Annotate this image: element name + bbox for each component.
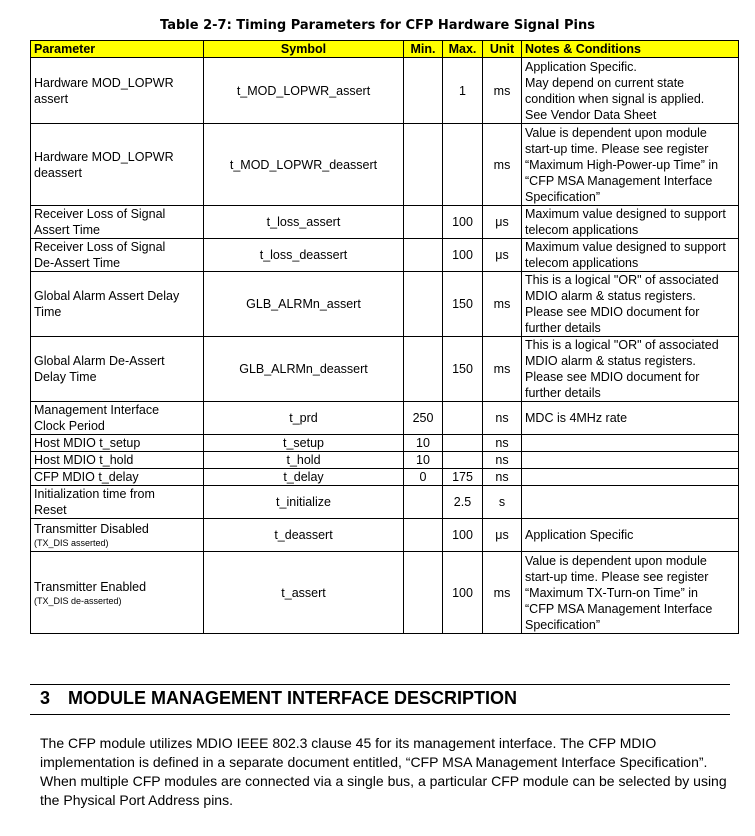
table-row (31, 206, 739, 239)
section-heading (40, 688, 517, 709)
cell-symbol: t_MOD_LOPWR_deassert (204, 124, 404, 206)
parameter-text: Receiver Loss of Signal De-Assert Time (34, 240, 166, 270)
cell-parameter (31, 519, 204, 552)
cell-symbol: t_MOD_LOPWR_assert (204, 58, 404, 124)
cell-parameter (31, 435, 204, 452)
cell-min (404, 124, 443, 206)
cell-min (404, 239, 443, 272)
cell-symbol: t_assert (204, 552, 404, 634)
parameter-text: Transmitter Enabled (34, 579, 147, 594)
cell-min (404, 486, 443, 519)
table-row (31, 519, 739, 552)
cell-symbol: t_deassert (204, 519, 404, 552)
cell-unit: ns (483, 402, 522, 435)
cell-symbol: t_setup (204, 435, 404, 452)
parameter-text: Global Alarm Assert Delay Time (34, 289, 180, 319)
cell-parameter (31, 206, 204, 239)
cell-max: 100 (443, 519, 483, 552)
header-parameter: Parameter (31, 41, 204, 58)
cell-parameter (31, 239, 204, 272)
table-row (31, 552, 739, 634)
header-notes: Notes & Conditions (522, 41, 739, 58)
parameter-note: (TX_DIS asserted) (34, 538, 109, 548)
cell-notes (522, 452, 739, 469)
cell-min: 10 (404, 435, 443, 452)
cell-parameter (31, 58, 204, 124)
table-body (31, 58, 739, 634)
cell-notes: Application Specific. May depend on current state condition when signal is applied. See Vendor Data Sheet (522, 58, 739, 124)
table-row (31, 486, 739, 519)
cell-min (404, 337, 443, 402)
cell-max (443, 435, 483, 452)
parameter-text: Host MDIO t_setup (34, 436, 141, 450)
parameter-text: Management Interface Clock Period (34, 403, 160, 433)
table-row (31, 402, 739, 435)
cell-notes (522, 486, 739, 519)
table-row (31, 452, 739, 469)
parameter-note: (TX_DIS de-asserted) (34, 595, 122, 606)
cell-unit: ms (483, 124, 522, 206)
parameter-text: Host MDIO t_hold (34, 453, 134, 467)
cell-min: 0 (404, 469, 443, 486)
cell-unit: ms (483, 552, 522, 634)
cell-max: 100 (443, 206, 483, 239)
parameter-text: Receiver Loss of Signal Assert Time (34, 207, 166, 237)
table-row (31, 337, 739, 402)
cell-notes: This is a logical "OR" of associated MDIO alarm & status registers. Please see MDIO document for further details (522, 272, 739, 337)
header-max: Max. (443, 41, 483, 58)
cell-unit: ns (483, 435, 522, 452)
cell-symbol: GLB_ALRMn_deassert (204, 337, 404, 402)
cell-parameter (31, 452, 204, 469)
cell-unit: ms (483, 272, 522, 337)
parameter-text: Global Alarm De-Assert Delay Time (34, 354, 165, 384)
cell-notes (522, 469, 739, 486)
cell-parameter (31, 552, 204, 634)
cell-unit: s (483, 486, 522, 519)
cell-max: 175 (443, 469, 483, 486)
cell-notes: Application Specific (522, 519, 739, 552)
cell-symbol: t_loss_deassert (204, 239, 404, 272)
parameter-text: CFP MDIO t_delay (34, 470, 139, 484)
table-caption: Table 2-7: Timing Parameters for CFP Hardware Signal Pins (160, 18, 595, 33)
section-number: 3 (40, 688, 51, 708)
cell-unit: ms (483, 58, 522, 124)
cell-notes: Value is dependent upon module start-up time. Please see register “Maximum TX-Turn-on Time” in “CFP MSA Management Interface Specification” (522, 552, 739, 634)
cell-max: 100 (443, 239, 483, 272)
cell-symbol: t_loss_assert (204, 206, 404, 239)
cell-max (443, 452, 483, 469)
table-row (31, 272, 739, 337)
table-row (31, 469, 739, 486)
cell-symbol: t_delay (204, 469, 404, 486)
cell-parameter (31, 124, 204, 206)
header-min: Min. (404, 41, 443, 58)
cell-unit: μs (483, 519, 522, 552)
cell-parameter (31, 469, 204, 486)
cell-max: 150 (443, 272, 483, 337)
cell-notes: MDC is 4MHz rate (522, 402, 739, 435)
cell-unit: ns (483, 452, 522, 469)
cell-max (443, 402, 483, 435)
cell-notes: This is a logical "OR" of associated MDIO alarm & status registers. Please see MDIO document for further details (522, 337, 739, 402)
cell-max: 2.5 (443, 486, 483, 519)
section-body-paragraph: The CFP module utilizes MDIO IEEE 802.3 clause 45 for its management interface. The CFP MDIO implementation is defined in a separate document entitled, “CFP MSA Management Interface Specification”. When multiple CFP modules are connected via a single bus, a particular CFP module can be selected by using the Physical Port Address pins. (40, 735, 727, 808)
parameter-text: Hardware MOD_LOPWR assert (34, 75, 174, 106)
section-rule-bottom (30, 714, 730, 715)
cell-min: 250 (404, 402, 443, 435)
cell-unit: ns (483, 469, 522, 486)
cell-unit: μs (483, 239, 522, 272)
table-header-row (31, 41, 739, 58)
cell-unit: μs (483, 206, 522, 239)
cell-parameter (31, 486, 204, 519)
cell-parameter (31, 272, 204, 337)
cell-parameter (31, 402, 204, 435)
cell-min: 10 (404, 452, 443, 469)
cell-symbol: t_prd (204, 402, 404, 435)
header-symbol: Symbol (204, 41, 404, 58)
cell-min (404, 552, 443, 634)
cell-min (404, 519, 443, 552)
cell-symbol: GLB_ALRMn_assert (204, 272, 404, 337)
cell-min (404, 206, 443, 239)
cell-min (404, 272, 443, 337)
cell-parameter (31, 337, 204, 402)
cell-max: 150 (443, 337, 483, 402)
table-row (31, 239, 739, 272)
cell-notes (522, 435, 739, 452)
section-title: MODULE MANAGEMENT INTERFACE DESCRIPTION (68, 688, 518, 708)
cell-notes: Maximum value designed to support telecom applications (522, 206, 739, 239)
cell-notes: Maximum value designed to support telecom applications (522, 239, 739, 272)
parameter-text: Hardware MOD_LOPWR deassert (34, 149, 174, 180)
section-rule-top (30, 684, 730, 685)
cell-max: 100 (443, 552, 483, 634)
cell-min (404, 58, 443, 124)
cell-unit: ms (483, 337, 522, 402)
cell-max: 1 (443, 58, 483, 124)
cell-symbol: t_initialize (204, 486, 404, 519)
table-row (31, 124, 739, 206)
table-row (31, 58, 739, 124)
cell-notes: Value is dependent upon module start-up time. Please see register “Maximum High-Power-up Time” in “CFP MSA Management Interface Specification” (522, 124, 739, 206)
timing-table (30, 40, 739, 634)
cell-symbol: t_hold (204, 452, 404, 469)
parameter-text: Initialization time from Reset (34, 487, 155, 517)
cell-max (443, 124, 483, 206)
table-row (31, 435, 739, 452)
header-unit: Unit (483, 41, 522, 58)
parameter-text: Transmitter Disabled (34, 522, 149, 536)
